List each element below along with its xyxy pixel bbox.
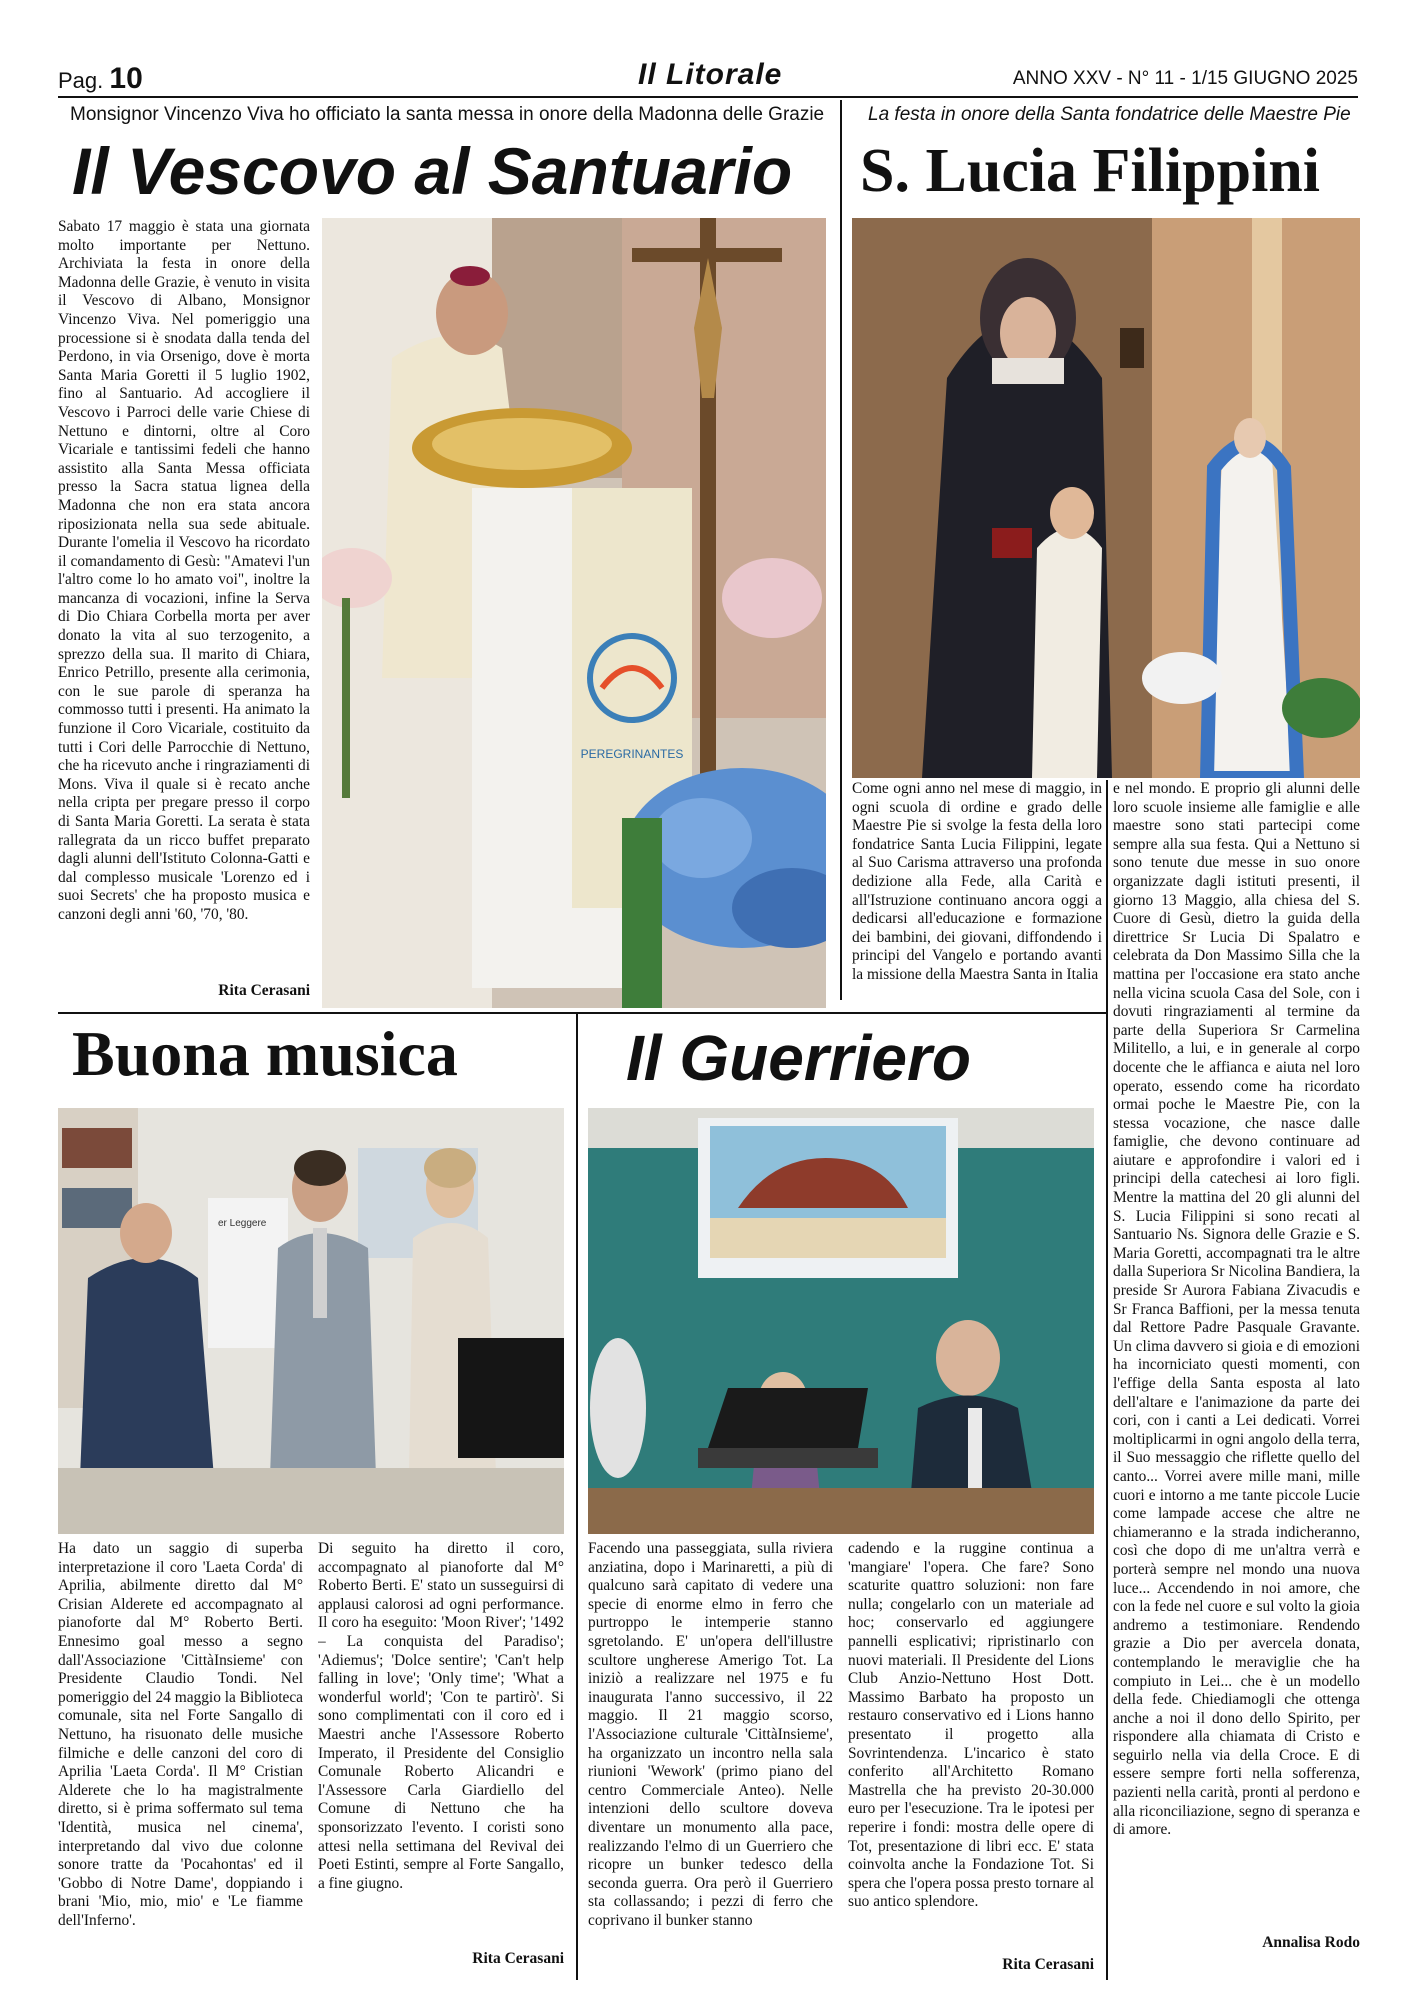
author-guerriero: Rita Cerasani — [1002, 1956, 1094, 1973]
author-musica: Rita Cerasani — [472, 1950, 564, 1967]
body-text-guerriero-1: Facendo una passeggiata, sulla riviera anziatina, dopo i Marinaretti, a più di qualcuno sarà capitato di vedere una specie di enorme elmo in ferro che purtroppo le intemperie stanno sgretolando. E' un'opera dell'illustre scultore ungherese Amerigo Tot. La iniziò a realizzare nel 1975 e fu inaugurata l'anno successivo, il 22 maggio. Il 21 maggio scorso, l'Associazione culturale 'CittàInsieme', ha organizzato un incontro nella sala riunioni 'Wework' (primo piano del centro Commerciale Anteo). Nelle intenzioni dello scultore doveva diventare un monumento alla pace, realizzando l'elmo di un Guerriero che ricopre un bunker tedesco della seconda guerra. Ora però il Guerriero sta collassando; i pezzi di ferro che coprivano il bunker stanno — [588, 1540, 833, 1929]
article-body-musica-2 — [318, 1540, 564, 1945]
kicker-lucia: La festa in onore della Santa fondatrice delle Maestre Pie — [868, 104, 1351, 125]
section-divider — [58, 1012, 1106, 1014]
column-divider — [840, 100, 842, 1000]
column-divider — [576, 1012, 578, 1980]
headline-musica: Buona musica — [72, 1018, 458, 1089]
page-number — [58, 62, 143, 96]
headline-vescovo: Il Vescovo al Santuario — [72, 134, 793, 208]
article-body-lucia-1 — [852, 780, 1102, 1010]
body-text-musica-2: Di seguito ha diretto il coro, accompagnato al pianoforte dal M° Roberto Berti. E' stato un susseguirsi di applausi calorosi ad ogni performance. Il coro ha eseguito: 'Moon River'; '1492 – La conquista del Paradiso'; 'Adiemus'; 'Dolce sentire'; 'Can't help falling in love'; 'Only time'; 'What a wonderful world'; 'Con te partirò'. Si sono complimentati con il coro ed i Maestri anche l'Assessore Roberto Imperato, il Presidente del Consiglio Comunale Roberto Alicandri e l'Assessore Carla Giardiello del Comune di Nettuno che ha sponsorizzato l'evento. I coristi sono attesi nella settimana del Revival dei Poeti Estinti, sempre al Forte Sangallo, a fine giugno. — [318, 1540, 564, 1892]
body-text-musica-1: Ha dato un saggio di superba interpretazione il coro 'Laeta Corda' di Aprilia, abilmente diretto dal M° Crisian Alderete ed accompagnato al pianoforte dal M° Roberto Berti. Ennesimo goal messo a segno dall'Associazione 'CittàInsieme' con Presidente Claudio Tondi. Nel pomeriggio del 24 maggio la Biblioteca comunale, sita nel Forte Sangallo di Nettuno, ha risuonato delle musiche filmiche e delle canzoni del coro di Aprilia 'Laeta Corda'. Il M° Cristian Alderete che lo ha magistralmente diretto, si è prima soffermato sul tema 'Identità, musica nel cinema', interpretando dal vivo due colonne sonore tratte da 'Pocahontas' ed il 'Gobbo di Notre Dame', doppiando i brani 'Mio, mio, mio' e 'Le fiamme dell'Inferno'. — [58, 1540, 303, 1929]
author-lucia: Annalisa Rodo — [1262, 1934, 1360, 1951]
headline-lucia: S. Lucia Filippini — [860, 137, 1321, 205]
banner-text: PEREGRINANTES — [580, 747, 684, 761]
article-body-lucia-2 — [1113, 780, 1360, 1932]
kicker-vescovo: Monsignor Vincenzo Viva ho officiato la santa messa in onore della Madonna delle Grazie — [70, 104, 825, 125]
issue-info: ANNO XXV - N° 11 - 1/15 GIUGNO 2025 — [1012, 68, 1358, 89]
column-divider — [1106, 780, 1108, 1980]
newspaper-logo: Il Litorale — [638, 58, 783, 91]
body-text-vescovo: Sabato 17 maggio è stata una giornata molto importante per Nettuno. Archiviata la festa in onore della Madonna delle Grazie, è venuto in visita il Vescovo di Albano, Monsignor Vincenzo Viva. Nel pomeriggio una processione si è snodata dalla tenda del Perdono, in via Orsenigo, dove è morta Santa Maria Goretti il 5 luglio 1902, fino al Santuario. Ad accogliere il Vescovo i Parroci delle varie Chiese di Nettuno e dintorni, oltre al Coro Vicariale e tantissimi fedeli che hanno assistito alla Santa Messa officiata presso la Sacra statua lignea della Madonna che non era stata ancora riposizionata nella sua sede abituale. Durante l'omelia il Vescovo ha ricordato il comandamento di Gesù: "Amatevi l'un l'altro come lo ho amato voi", inoltre la mancanza di vocazioni, infine la Serva di Dio Chiara Corbella morta per aver donato la vita al suo terzogenito, a sprezzo della sua. Il marito di Chiara, Enrico Petrillo, presente alla cerimonia, con le sue parole di speranza ha commosso tutti i presenti. Ha animato la funzione il Coro Vicariale, costituito da tutti i Cori delle Parrocchie di Nettuno, che ha ricevuto anche i ringraziamenti di Mons. Viva il quale si è recato anche nella cripta per pregare presso il corpo di Santa Maria Goretti. La serata è stata rallegrata da un ricco buffet preparato dagli alunni dell'Istituto Colonna-Gatti e dal complesso musicale 'Lorenzo ed i suoi Secrets' che ha proposto musica e canzoni degli anni '60, '70, '80. — [58, 218, 310, 923]
photo-bishop-mass — [322, 218, 826, 1008]
photo-choir-event — [58, 1108, 564, 1534]
photo-saint-statue — [852, 218, 1360, 778]
article-body-guerriero-1 — [588, 1540, 833, 1978]
monitor-sign-text: er Leggere — [218, 1218, 267, 1229]
article-body-guerriero-2 — [848, 1540, 1094, 1950]
body-text-lucia-2: e nel mondo. E proprio gli alunni delle loro scuole insieme alle famiglie e alle maestre sono stati partecipi come sempre alla sua festa. Qui a Nettuno si sono tenute due messe in suo onore organizzate dagli istituti presenti, il giorno 13 Maggio, alla chiesa del S. Cuore di Gesù, dietro la guida della direttrice Sr Lucia Di Spalatro e celebrata da Don Massimo Silla che la mattina per l'occasione era stato anche nella vicina scuola Casa del Sole, con i dovuti ringraziamenti al termine da parte della Superiora Sr Carmelina Militello, a lui, e in generale al corpo docente che le affianca e aiuta nel loro operato, essendo come ha ricordato ormai poche le Maestre Pie, con la stessa vocazione, che nasce dalle famiglie, che devono continuare ad aiutare e approfondire i valori ed i principi della catechesi ai loro figli. Mentre la mattina del 20 gli alunni del S. Lucia Filippini si sono recati al Santuario Ns. Signora delle Grazie e S. Maria Goretti, accompagnati tra le altre dalla Superiora Sr Nicolina Bandiera, la preside Sr Aurora Fabiana Zivacudis e Sr Franca Baffioni, per la messa tenuta dal Rettore Padre Pasquale Gravante. Un clima davvero si gioia e di emozioni ha incorniciato questi momenti, con l'effige della Santa esposta al lato dell'altare e l'animazione da parte dei cori, con i canti a Lei dedicati. Vorrei moltiplicarmi in ogni angolo della terra, il Suo messaggio che riflette quello del canto... Vorrei avere mille mani, mille cuori e intorno a me tante piccole Lucie come lampade accese che altre ne chiameranno e la strada indicheranno, così che dopo di me un'altra verrà e porterà sempre nel mondo una nuova luce... Accendendo in noi amore, che con la fede nel cuore e sul volto la gioia andremo a testimoniare. Rendendo grazie a Dio per avercela donata, contemplando le meraviglie che ha compiuto in Lei... che è un modello della fede. Chiediamogli che ottenga anche a noi il dono dello Spirito, per rispondere alla chiamata di Cristo e seguirlo nella via della Croce. E di essere sempre forti nella sofferenza, pazienti nella carità, pronti al perdono e alla riconciliazione, segno di speranza e di amore. — [1113, 780, 1360, 1839]
headline-guerriero: Il Guerriero — [626, 1022, 971, 1094]
author-vescovo: Rita Cerasani — [218, 982, 310, 999]
photo-meeting-guerriero — [588, 1108, 1094, 1534]
page-number-value: 10 — [109, 62, 143, 95]
masthead — [58, 58, 1358, 98]
body-text-lucia-1: Come ogni anno nel mese di maggio, in ogni scuola di ordine e grado delle Maestre Pie si svolge la festa della loro fondatrice Santa Lucia Filippini, legate al Suo Carisma attraverso una profonda dedizione alla Fede, alla Carità e all'Istruzione continuano ancora oggi a dedicarsi all'educazione e formazione dei bambini, dei giovani, diffondendo i principi del Vangelo e portando avanti la missione della Maestra Santa in Italia — [852, 780, 1102, 983]
page-label: Pag. — [58, 68, 104, 93]
article-body-musica-1 — [58, 1540, 303, 1970]
article-body-vescovo — [58, 218, 310, 978]
body-text-guerriero-2: cadendo e la ruggine continua a 'mangiare' l'opera. Che fare? Sono scaturite quattro soluzioni: non fare nulla; congelarlo con un materiale ad hoc; conservarlo ed aggiungere pannelli esplicativi; ripristinarlo con nuovi materiali. Il Presidente del Lions Club Anzio-Nettuno Host Dott. Massimo Barbato ha proposto un restauro conservativo ed i Lions hanno presentato il progetto alla Sovrintendenza. L'incarico è stato conferito all'Architetto Romano Mastrella che ha previsto 20-30.000 euro per l'esecuzione. Tra le ipotesi per reperire i fondi: mostra delle opere di Tot, presentazione di libri ecc. E' stata coinvolta anche la Fondazione Tot. Si spera che l'opera possa presto tornare al suo antico splendore. — [848, 1540, 1094, 1911]
